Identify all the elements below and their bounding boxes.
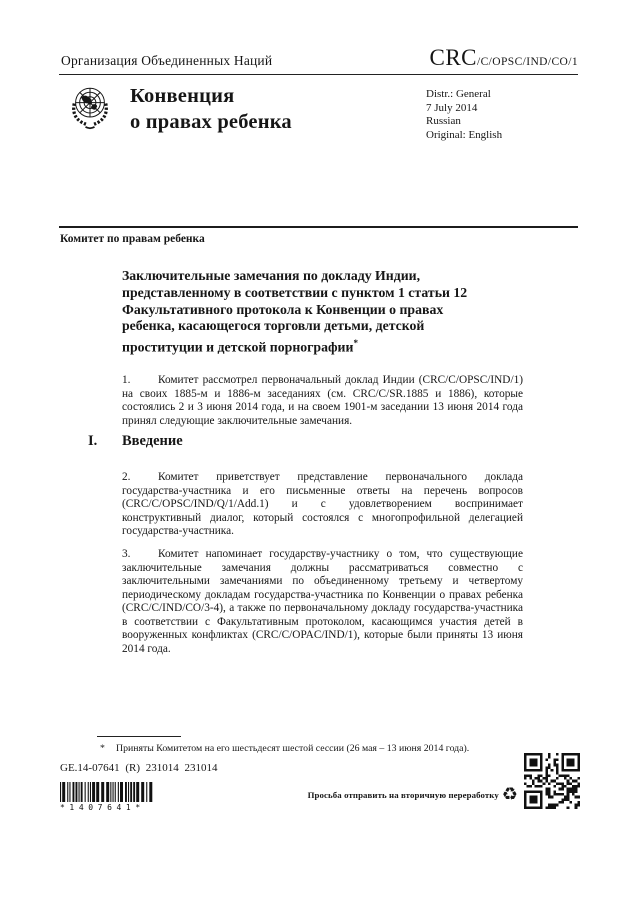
barcode-icon — [60, 782, 156, 802]
distr-line: Distr.: General — [426, 88, 491, 100]
document-title-text: Заключительные замечания по докладу Индии, представленному в соответствии с пунктом 1 статьи 12 Факультативного протокола к Конвенции о правах ребенка, касающегося торговли детьми, детской проституции и детской порнографии — [122, 268, 468, 355]
committee-name: Комитет по правам ребенка — [60, 233, 205, 245]
treaty-title — [130, 83, 292, 135]
recycle-icon: ♻ — [501, 784, 518, 805]
recycle-text: Просьба отправить на вторичную переработку — [307, 790, 499, 800]
un-emblem-icon — [63, 81, 117, 135]
footnote-marker: * — [100, 743, 105, 754]
footnote-rule — [97, 736, 181, 737]
masthead-separator-rule — [59, 226, 578, 228]
date-line: 7 July 2014 — [426, 101, 478, 114]
paragraph-3 — [122, 548, 523, 656]
doc-symbol — [429, 45, 578, 71]
treaty-title-line1: Конвенция — [130, 85, 235, 107]
paragraph-text: Комитет приветствует представление первоначального доклада государства-участника и его письменные ответы на перечень вопросов (CRC/C/OPSC/IND/Q/1/Add.1) и с удовлетворением воспринимает конструктивный диалог, который состоялся с многопрофильной делегацией государства-участника. — [122, 471, 523, 538]
header-rule — [59, 74, 578, 75]
treaty-title-line2: о правах ребенка — [130, 111, 292, 133]
document-title — [122, 268, 478, 357]
paragraph-number: 3. — [122, 548, 131, 561]
barcode — [60, 782, 156, 812]
footnote — [97, 743, 529, 755]
section-title: Введение — [122, 433, 183, 449]
footnote-text: Приняты Комитетом на его шестьдесят шестой сессии (26 мая – 13 июня 2014 года). — [116, 743, 470, 754]
section-numeral: I. — [88, 433, 98, 449]
paragraph-text: Комитет рассмотрел первоначальный доклад Индии (CRC/C/OPSC/IND/1) на своих 1885-м и 1886-м заседаниях (см. CRC/C/SR.1885 и 1886), которые состоялись 2 и 3 июня 2014 года, и на своем 1901-м заседании 13 июня 2014 года принял следующие заключительные замечания. — [122, 374, 523, 427]
org-name: Организация Объединенных Наций — [61, 53, 273, 68]
paragraph-number: 2. — [122, 471, 131, 484]
paragraph-2 — [122, 471, 523, 539]
qr-code — [524, 753, 580, 809]
section-heading-introduction — [88, 433, 183, 450]
doc-symbol-main: CRC — [429, 45, 478, 70]
barcode-text: *1407641* — [60, 803, 145, 812]
title-footnote-marker: * — [353, 338, 358, 349]
original-line: Original: English — [426, 128, 503, 141]
doc-symbol-suffix: /C/OPSC/IND/CO/1 — [477, 56, 578, 68]
recycle-note — [280, 781, 518, 809]
paragraph-1 — [122, 374, 523, 428]
language-line: Russian — [426, 115, 461, 127]
ge-document-number: GE.14-07641 (R) 231014 231014 — [60, 762, 218, 774]
paragraph-text: Комитет напоминает государству-участнику о том, что существующие заключительные замечания должны рассматриваться совместно с заключительными замечаниями по объединенному третьему и четвертому периодическому докладам государства-участника по Конвенции о правах ребенка (CRC/C/IND/CO/3-4), а также по первоначальному докладу государства-участника в соответствии с Факультативным протоколом, касающимся участия детей в вооруженных конфликтах (CRC/C/OPAC/IND/1), которые были приняты 13 июня 2014 года. — [122, 548, 523, 655]
paragraph-number: 1. — [122, 374, 131, 387]
distr-block — [426, 88, 502, 142]
